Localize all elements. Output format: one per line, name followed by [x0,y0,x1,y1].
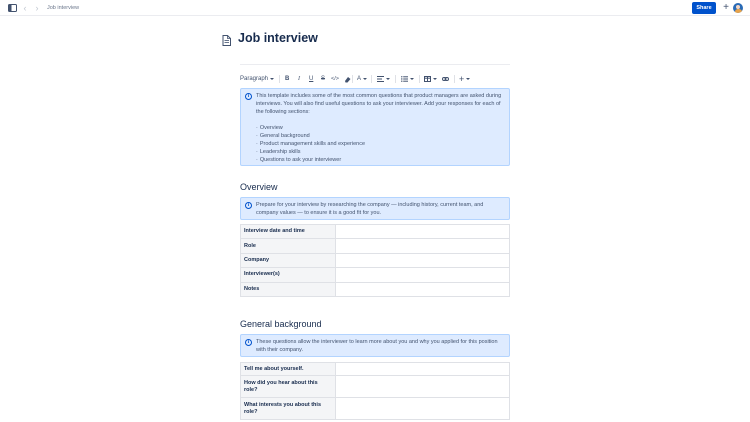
table-header-cell[interactable]: Notes [241,282,336,296]
overview-note: Prepare for your interview by researching the company — including history, current team, and company values — to ensure it is a good fit for you. [256,202,484,216]
toolbar-divider [454,75,455,83]
table-value-cell[interactable] [336,225,510,239]
align-dropdown[interactable] [377,74,390,84]
background-table [240,362,510,420]
document-icon [222,33,231,44]
share-button[interactable]: Share [692,2,716,14]
table-header-cell[interactable]: Role [241,239,336,253]
editor-toolbar [240,74,510,84]
sidebar-toggle-icon[interactable] [7,3,17,13]
table-row [241,268,510,282]
table-value-cell[interactable] [336,239,510,253]
table-value-cell[interactable] [336,398,510,420]
table-row [241,376,510,398]
toolbar-divider [419,75,420,83]
info-icon: i [245,202,252,209]
list-item: · General background [256,132,365,140]
toolbar-divider [371,75,372,83]
table-value-cell[interactable] [336,282,510,296]
align-icon [377,76,384,82]
table-icon [424,76,431,82]
title-divider [240,64,510,65]
underline-button[interactable]: U [309,76,314,82]
italic-button[interactable]: I [298,76,300,82]
overview-info-panel[interactable] [240,197,510,220]
link-icon[interactable] [442,74,449,84]
table-value-cell[interactable] [336,268,510,282]
table-header-cell[interactable]: Company [241,253,336,267]
list-item: · Leadership skills [256,148,365,156]
insert-plus-dropdown[interactable]: + [459,74,470,84]
top-bar [0,0,750,16]
list-item: · Questions to ask your interviewer [256,156,365,164]
toolbar-divider [395,75,396,83]
table-row [241,398,510,420]
general-background-heading[interactable]: General background [240,319,322,329]
list-item: · Overview [256,124,365,132]
background-note: These questions allow the interviewer to learn more about you and why you applied for this position with their company. [256,339,498,353]
table-header-cell[interactable]: Tell me about yourself. [241,363,336,376]
table-row [241,253,510,267]
table-value-cell[interactable] [336,253,510,267]
code-button[interactable]: </> [331,76,339,82]
table-row [241,239,510,253]
intro-info-panel[interactable] [240,88,510,166]
paragraph-label: Paragraph [240,76,269,82]
forward-arrow-icon[interactable]: › [35,2,39,13]
table-row [241,225,510,239]
eraser-icon[interactable] [344,74,351,84]
avatar[interactable] [733,3,743,13]
page-title[interactable]: Job interview [238,31,318,45]
list-dropdown[interactable] [401,74,414,84]
text-color-dropdown[interactable] [357,74,367,84]
info-icon: i [245,339,252,346]
table-value-cell[interactable] [336,363,510,376]
bold-button[interactable]: B [285,76,290,82]
table-header-cell[interactable]: How did you hear about this role? [241,376,336,398]
table-dropdown[interactable] [424,74,437,84]
table-header-cell[interactable]: Interviewer(s) [241,268,336,282]
table-row [241,363,510,376]
list-item: · Product management skills and experience [256,140,365,148]
toolbar-divider [352,75,353,83]
table-value-cell[interactable] [336,376,510,398]
plus-icon[interactable]: + [723,2,729,13]
table-row [241,282,510,296]
paragraph-style-dropdown[interactable] [240,74,274,84]
overview-heading[interactable]: Overview [240,182,278,192]
info-icon: i [245,93,252,100]
back-arrow-icon[interactable]: ‹ [23,2,27,13]
intro-section-list [256,124,365,164]
text-color-label: A [357,76,362,82]
background-info-panel[interactable] [240,334,510,357]
intro-text: This template includes some of the most common questions that product managers are asked during interviews. You will also find useful questions to ask your interviewer. Add your responses for each of the following sections: [256,93,502,115]
breadcrumb-title[interactable]: Job interview [47,5,80,11]
table-header-cell[interactable]: Interview date and time [241,225,336,239]
list-icon [401,76,408,82]
toolbar-divider [279,75,280,83]
table-header-cell[interactable]: What interests you about this role? [241,398,336,420]
strikethrough-button[interactable]: S [321,76,326,82]
overview-table [240,224,510,297]
